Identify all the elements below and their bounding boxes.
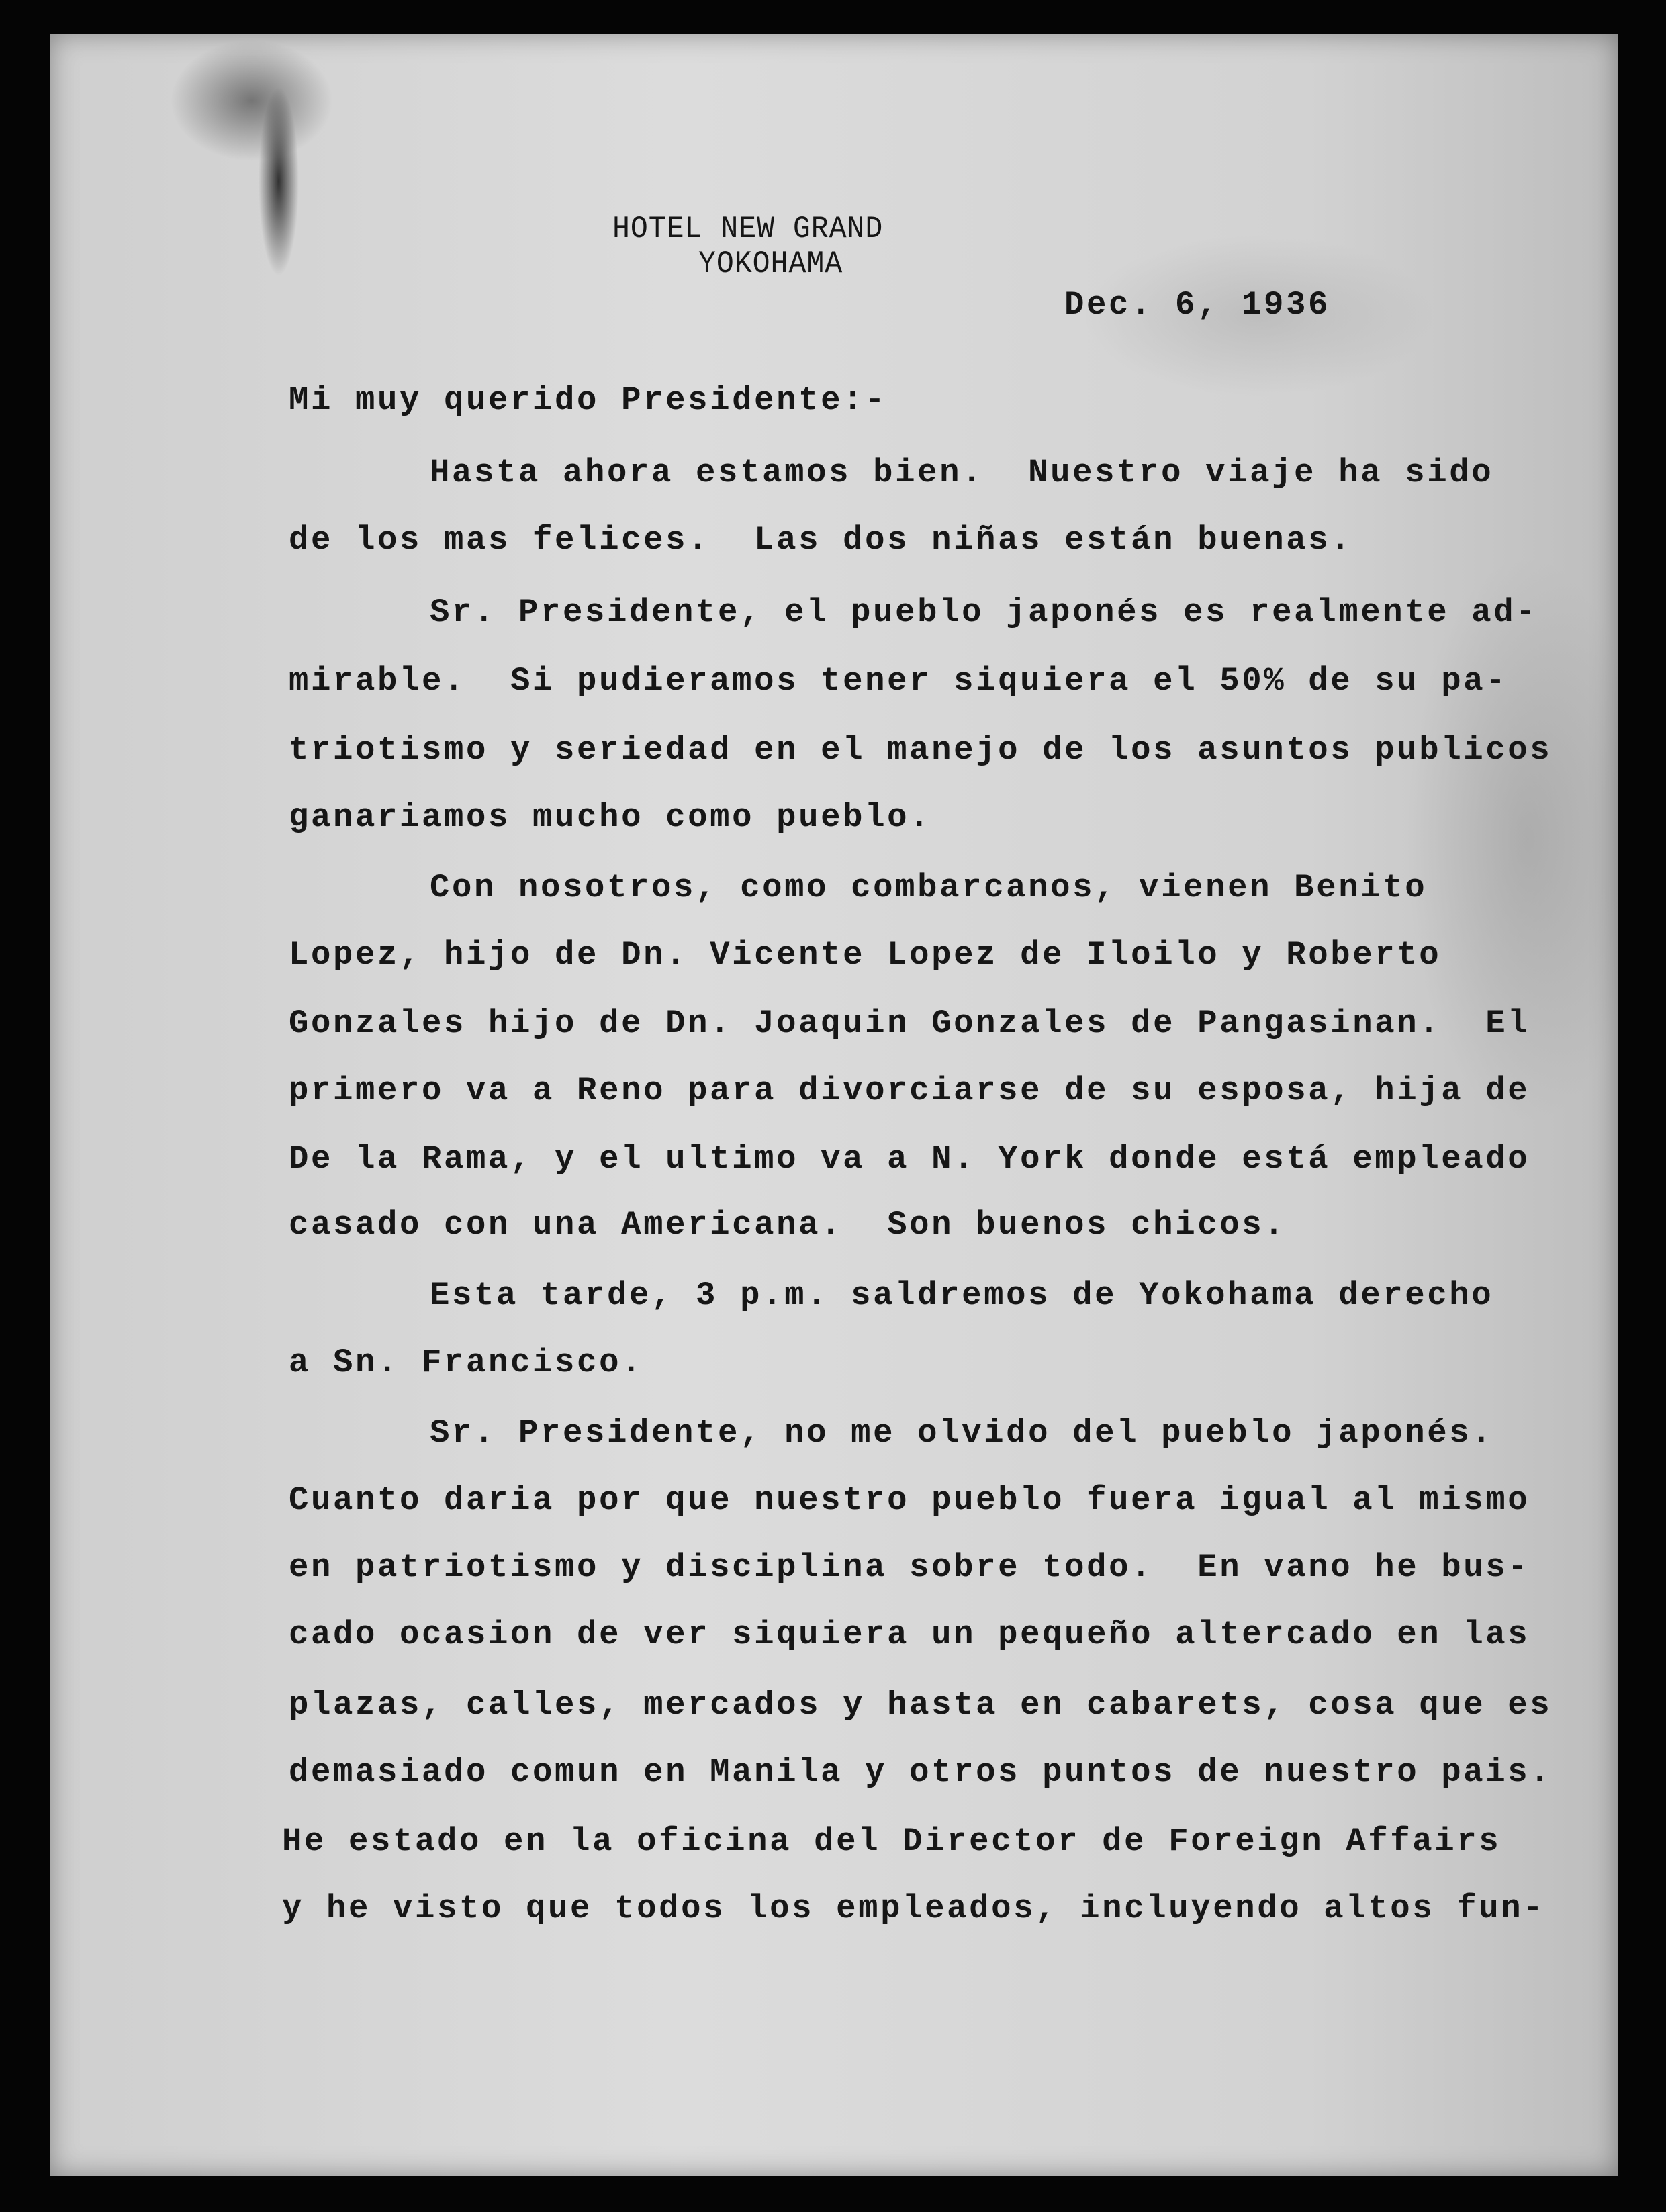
- letterhead-city: YOKOHAMA: [698, 246, 843, 281]
- body-line-7: Con nosotros, como combarcanos, vienen Benito: [430, 869, 1428, 907]
- body-line-14: a Sn. Francisco.: [289, 1344, 644, 1381]
- body-line-5: triotismo y seriedad en el manejo de los asuntos publicos: [289, 731, 1553, 769]
- body-line-20: demasiado comun en Manila y otros puntos de nuestro pais.: [289, 1753, 1553, 1791]
- body-line-18: cado ocasion de ver siquiera un pequeño altercado en las: [289, 1616, 1530, 1653]
- body-line-8: Lopez, hijo de Dn. Vicente Lopez de Iloilo y Roberto: [289, 936, 1442, 974]
- body-line-4: mirable. Si pudieramos tener siquiera el 50% de su pa-: [289, 662, 1508, 700]
- body-line-15: Sr. Presidente, no me olvido del pueblo japonés.: [430, 1414, 1494, 1452]
- body-line-13: Esta tarde, 3 p.m. saldremos de Yokohama derecho: [430, 1277, 1494, 1314]
- body-line-2: de los mas felices. Las dos niñas están buenas.: [289, 521, 1353, 559]
- body-line-9: Gonzales hijo de Dn. Joaquin Gonzales de Pangasinan. El: [289, 1005, 1530, 1042]
- body-line-19: plazas, calles, mercados y hasta en cabarets, cosa que es: [289, 1686, 1553, 1724]
- body-line-22: y he visto que todos los empleados, incluyendo altos fun-: [282, 1890, 1546, 1927]
- body-line-11: De la Rama, y el ultimo va a N. York donde está empleado: [289, 1140, 1530, 1178]
- body-line-1: Hasta ahora estamos bien. Nuestro viaje ha sido: [430, 454, 1494, 492]
- body-line-6: ganariamos mucho como pueblo.: [289, 798, 932, 836]
- body-line-16: Cuanto daria por que nuestro pueblo fuera igual al mismo: [289, 1481, 1530, 1519]
- ink-stain: [252, 81, 306, 282]
- body-line-17: en patriotismo y disciplina sobre todo. En vano he bus-: [289, 1549, 1530, 1586]
- body-line-21: He estado en la oficina del Director de Foreign Affairs: [282, 1823, 1501, 1860]
- letterhead-hotel: HOTEL NEW GRAND: [612, 212, 884, 246]
- body-line-3: Sr. Presidente, el pueblo japonés es realmente ad-: [430, 594, 1538, 631]
- salutation: Mi muy querido Presidente:-: [289, 381, 888, 419]
- body-line-12: casado con una Americana. Son buenos chicos.: [289, 1206, 1287, 1244]
- body-line-10: primero va a Reno para divorciarse de su esposa, hija de: [289, 1072, 1530, 1109]
- letter-date: Dec. 6, 1936: [1064, 286, 1331, 324]
